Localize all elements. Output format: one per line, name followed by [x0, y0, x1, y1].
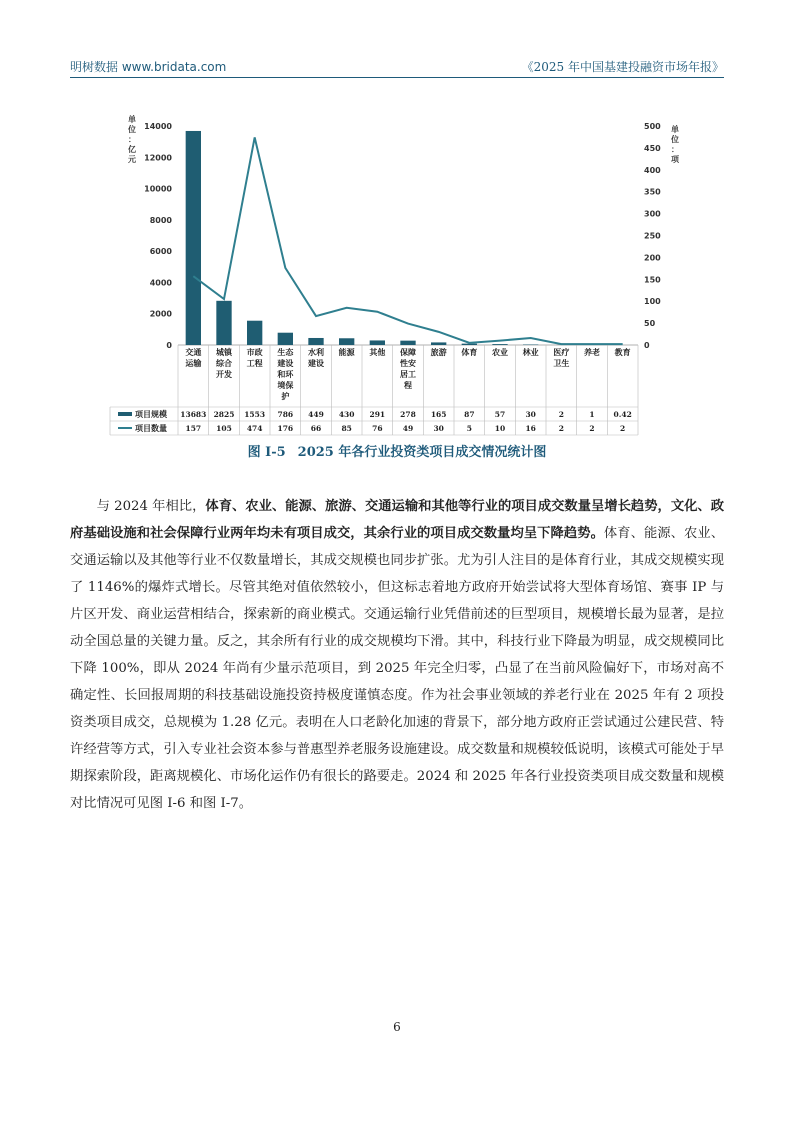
y-right-tick-label: 0 [644, 341, 650, 350]
category-label: 和环 [277, 370, 294, 379]
table-value-项目数量: 105 [216, 424, 232, 433]
table-value-项目规模: 1553 [244, 410, 266, 419]
category-label: 其他 [369, 348, 386, 357]
category-label: 水利 [308, 348, 324, 357]
y-right-tick-label: 450 [644, 143, 661, 153]
page-number: 6 [393, 1020, 401, 1034]
y-right-unit-char: 单 [671, 125, 679, 134]
category-label: 旅游 [430, 348, 447, 357]
header-report-title: 《2025 年中国基建投融资市场年报》 [521, 60, 724, 74]
category-label: 市政 [246, 348, 263, 357]
bar-项目规模 [370, 340, 385, 345]
table-value-项目数量: 2 [620, 424, 626, 433]
table-value-项目规模: 165 [430, 410, 447, 419]
category-label: 林业 [522, 348, 539, 357]
y-left-unit-char: 元 [128, 155, 136, 164]
category-label: 性安 [400, 359, 416, 368]
table-value-项目规模: 30 [525, 410, 536, 419]
category-label: 运输 [185, 359, 202, 368]
para-run-1: 与 2024 年相比， [96, 499, 206, 514]
y-left-unit-char: ： [128, 135, 136, 144]
category-label: 护 [281, 392, 290, 401]
table-value-项目数量: 76 [372, 424, 383, 433]
y-left-tick-label: 10000 [144, 184, 172, 194]
table-value-项目规模: 2825 [213, 410, 235, 419]
y-right-tick-label: 300 [644, 209, 661, 219]
category-label: 能源 [338, 348, 355, 357]
figure-number: 图 I-5 [247, 445, 286, 460]
table-value-项目数量: 49 [402, 424, 414, 433]
para-run-3: 体育、能源、农业、交通运输以及其他等行业不仅数量增长，其成交规模也同步扩张。尤为引人注目的是体育行业，其成交规模实现了 1146%的爆炸式增长。尽管其绝对值依然较小，但这标志着地方政府开始尝试将大型体育场馆、赛事 IP 与片区开发、商业运营相结合，探索新的商业模式。交通运输行业凭借前述的巨型项目，规模增长最为显著，是拉动全国总量的关键力量。反之，其余所有行业的成交规模均下滑。其中，科技行业下降最为明显，成交规模同比下降 100%，即从 2024 年尚有少量示范项目，到 2025 年完全归零，凸显了在当前风险偏好下，市场对高不确定性、长回报周期的科技基础设施投资持极度谨慎态度。作为社会事业领域的养老行业在 2025 年有 2 项投资类项目成交，总规模为 1.28 亿元。表明在人口老龄化加速的背景下，部分地方政府正尝试通过公建民营、特许经营等方式，引入专业社会资本参与普惠型养老服务设施建设。成交数量和规模较低说明，该模式可能处于早期探索阶段，距离规模化、市场化运作仍有很长的路要走。2024 和 2025 年各行业投资类项目成交数量和规模对比情况可见图 I-6 和图 I-7。 [70, 526, 725, 811]
y-right-tick-label: 100 [644, 297, 661, 307]
table-value-项目规模: 57 [494, 410, 506, 419]
figure-caption [0, 441, 794, 460]
header-rule [70, 77, 724, 78]
category-label: 农业 [492, 348, 508, 357]
page-header [70, 58, 724, 80]
table-value-项目规模: 2 [558, 410, 564, 419]
table-value-项目规模: 430 [338, 410, 355, 419]
bar-项目规模 [462, 344, 477, 345]
bar-项目规模 [216, 301, 231, 345]
paragraph [70, 493, 724, 817]
category-label: 医疗 [553, 348, 570, 357]
category-label: 建设 [308, 359, 324, 368]
table-value-项目数量: 5 [466, 424, 472, 433]
table-value-项目数量: 66 [310, 424, 322, 433]
table-value-项目规模: 291 [369, 410, 386, 419]
y-left-tick-label: 4000 [149, 278, 172, 288]
bar-项目规模 [400, 341, 415, 345]
y-right-tick-label: 200 [644, 253, 661, 263]
y-right-unit-char: 位 [671, 135, 679, 144]
industry-chart-svg [110, 112, 680, 442]
bar-项目规模 [431, 342, 446, 345]
bar-项目规模 [278, 333, 293, 345]
category-label: 居工 [400, 370, 416, 379]
category-label: 交通 [185, 348, 202, 357]
category-label: 开发 [216, 370, 232, 379]
table-value-项目数量: 2 [558, 424, 564, 433]
table-value-项目数量: 474 [246, 424, 263, 433]
y-right-tick-label: 50 [644, 319, 656, 329]
table-value-项目数量: 157 [185, 424, 202, 433]
category-label: 境保 [277, 381, 294, 390]
y-right-tick-label: 250 [644, 231, 661, 241]
bar-项目规模 [186, 131, 201, 345]
y-left-unit-char: 单 [128, 115, 136, 124]
y-right-tick-label: 400 [644, 165, 661, 175]
category-label: 教育 [614, 348, 631, 357]
table-value-项目规模: 13683 [180, 410, 207, 419]
industry-chart [110, 112, 680, 442]
body-paragraph [70, 493, 724, 817]
category-label: 城镇 [216, 348, 232, 357]
category-label: 建设 [277, 359, 294, 368]
bar-项目规模 [339, 338, 354, 345]
line-项目数量 [193, 137, 622, 344]
y-left-unit-char: 亿 [128, 145, 136, 154]
table-value-项目规模: 0.42 [613, 410, 632, 419]
y-left-unit-char: 位 [128, 125, 136, 134]
bar-项目规模 [492, 344, 507, 345]
table-value-项目数量: 85 [341, 424, 352, 433]
y-right-unit-char: ： [671, 145, 679, 154]
legend-bar-swatch [118, 412, 132, 416]
legend-bar-label: 项目规模 [135, 410, 167, 419]
y-left-tick-label: 6000 [149, 247, 172, 257]
table-value-项目数量: 10 [494, 424, 506, 433]
header-site: 明树数据 www.bridata.com [70, 60, 227, 74]
category-label: 养老 [584, 348, 600, 357]
category-label: 卫生 [553, 359, 570, 368]
y-left-tick-label: 14000 [144, 122, 172, 131]
category-label: 工程 [246, 359, 263, 368]
category-label: 体育 [461, 348, 478, 357]
category-label: 综合 [216, 359, 232, 368]
y-left-tick-label: 8000 [149, 215, 172, 225]
y-right-tick-label: 150 [644, 275, 661, 285]
y-left-tick-label: 2000 [149, 309, 172, 319]
figure-title: 2025 年各行业投资类项目成交情况统计图 [297, 445, 547, 460]
y-right-tick-label: 500 [644, 122, 661, 131]
table-value-项目规模: 1 [589, 410, 595, 419]
category-label: 生态 [277, 348, 294, 357]
y-left-tick-label: 12000 [144, 153, 172, 163]
table-value-项目数量: 176 [277, 424, 294, 433]
legend-line-label: 项目数量 [135, 424, 167, 433]
para-run-2-bold: 体育、农业、能源、旅游、交通运输和其他等行业的项目成交数量呈增长趋势，文化、政府基础设施和社会保障行业两年均未有项目成交，其余行业的项目成交数量均呈下降趋势。 [70, 499, 725, 541]
bar-项目规模 [247, 321, 262, 345]
table-value-项目规模: 786 [277, 410, 294, 419]
table-value-项目数量: 16 [525, 424, 536, 433]
bar-项目规模 [308, 338, 323, 345]
table-value-项目规模: 278 [400, 410, 416, 419]
table-value-项目数量: 2 [589, 424, 595, 433]
category-label: 程 [404, 381, 412, 390]
table-value-项目规模: 87 [464, 410, 475, 419]
table-value-项目规模: 449 [308, 410, 324, 419]
y-right-unit-char: 项 [671, 155, 679, 164]
y-left-tick-label: 0 [166, 341, 172, 350]
table-value-项目数量: 30 [433, 424, 444, 433]
y-right-tick-label: 350 [644, 187, 661, 197]
category-label: 保障 [400, 348, 416, 357]
